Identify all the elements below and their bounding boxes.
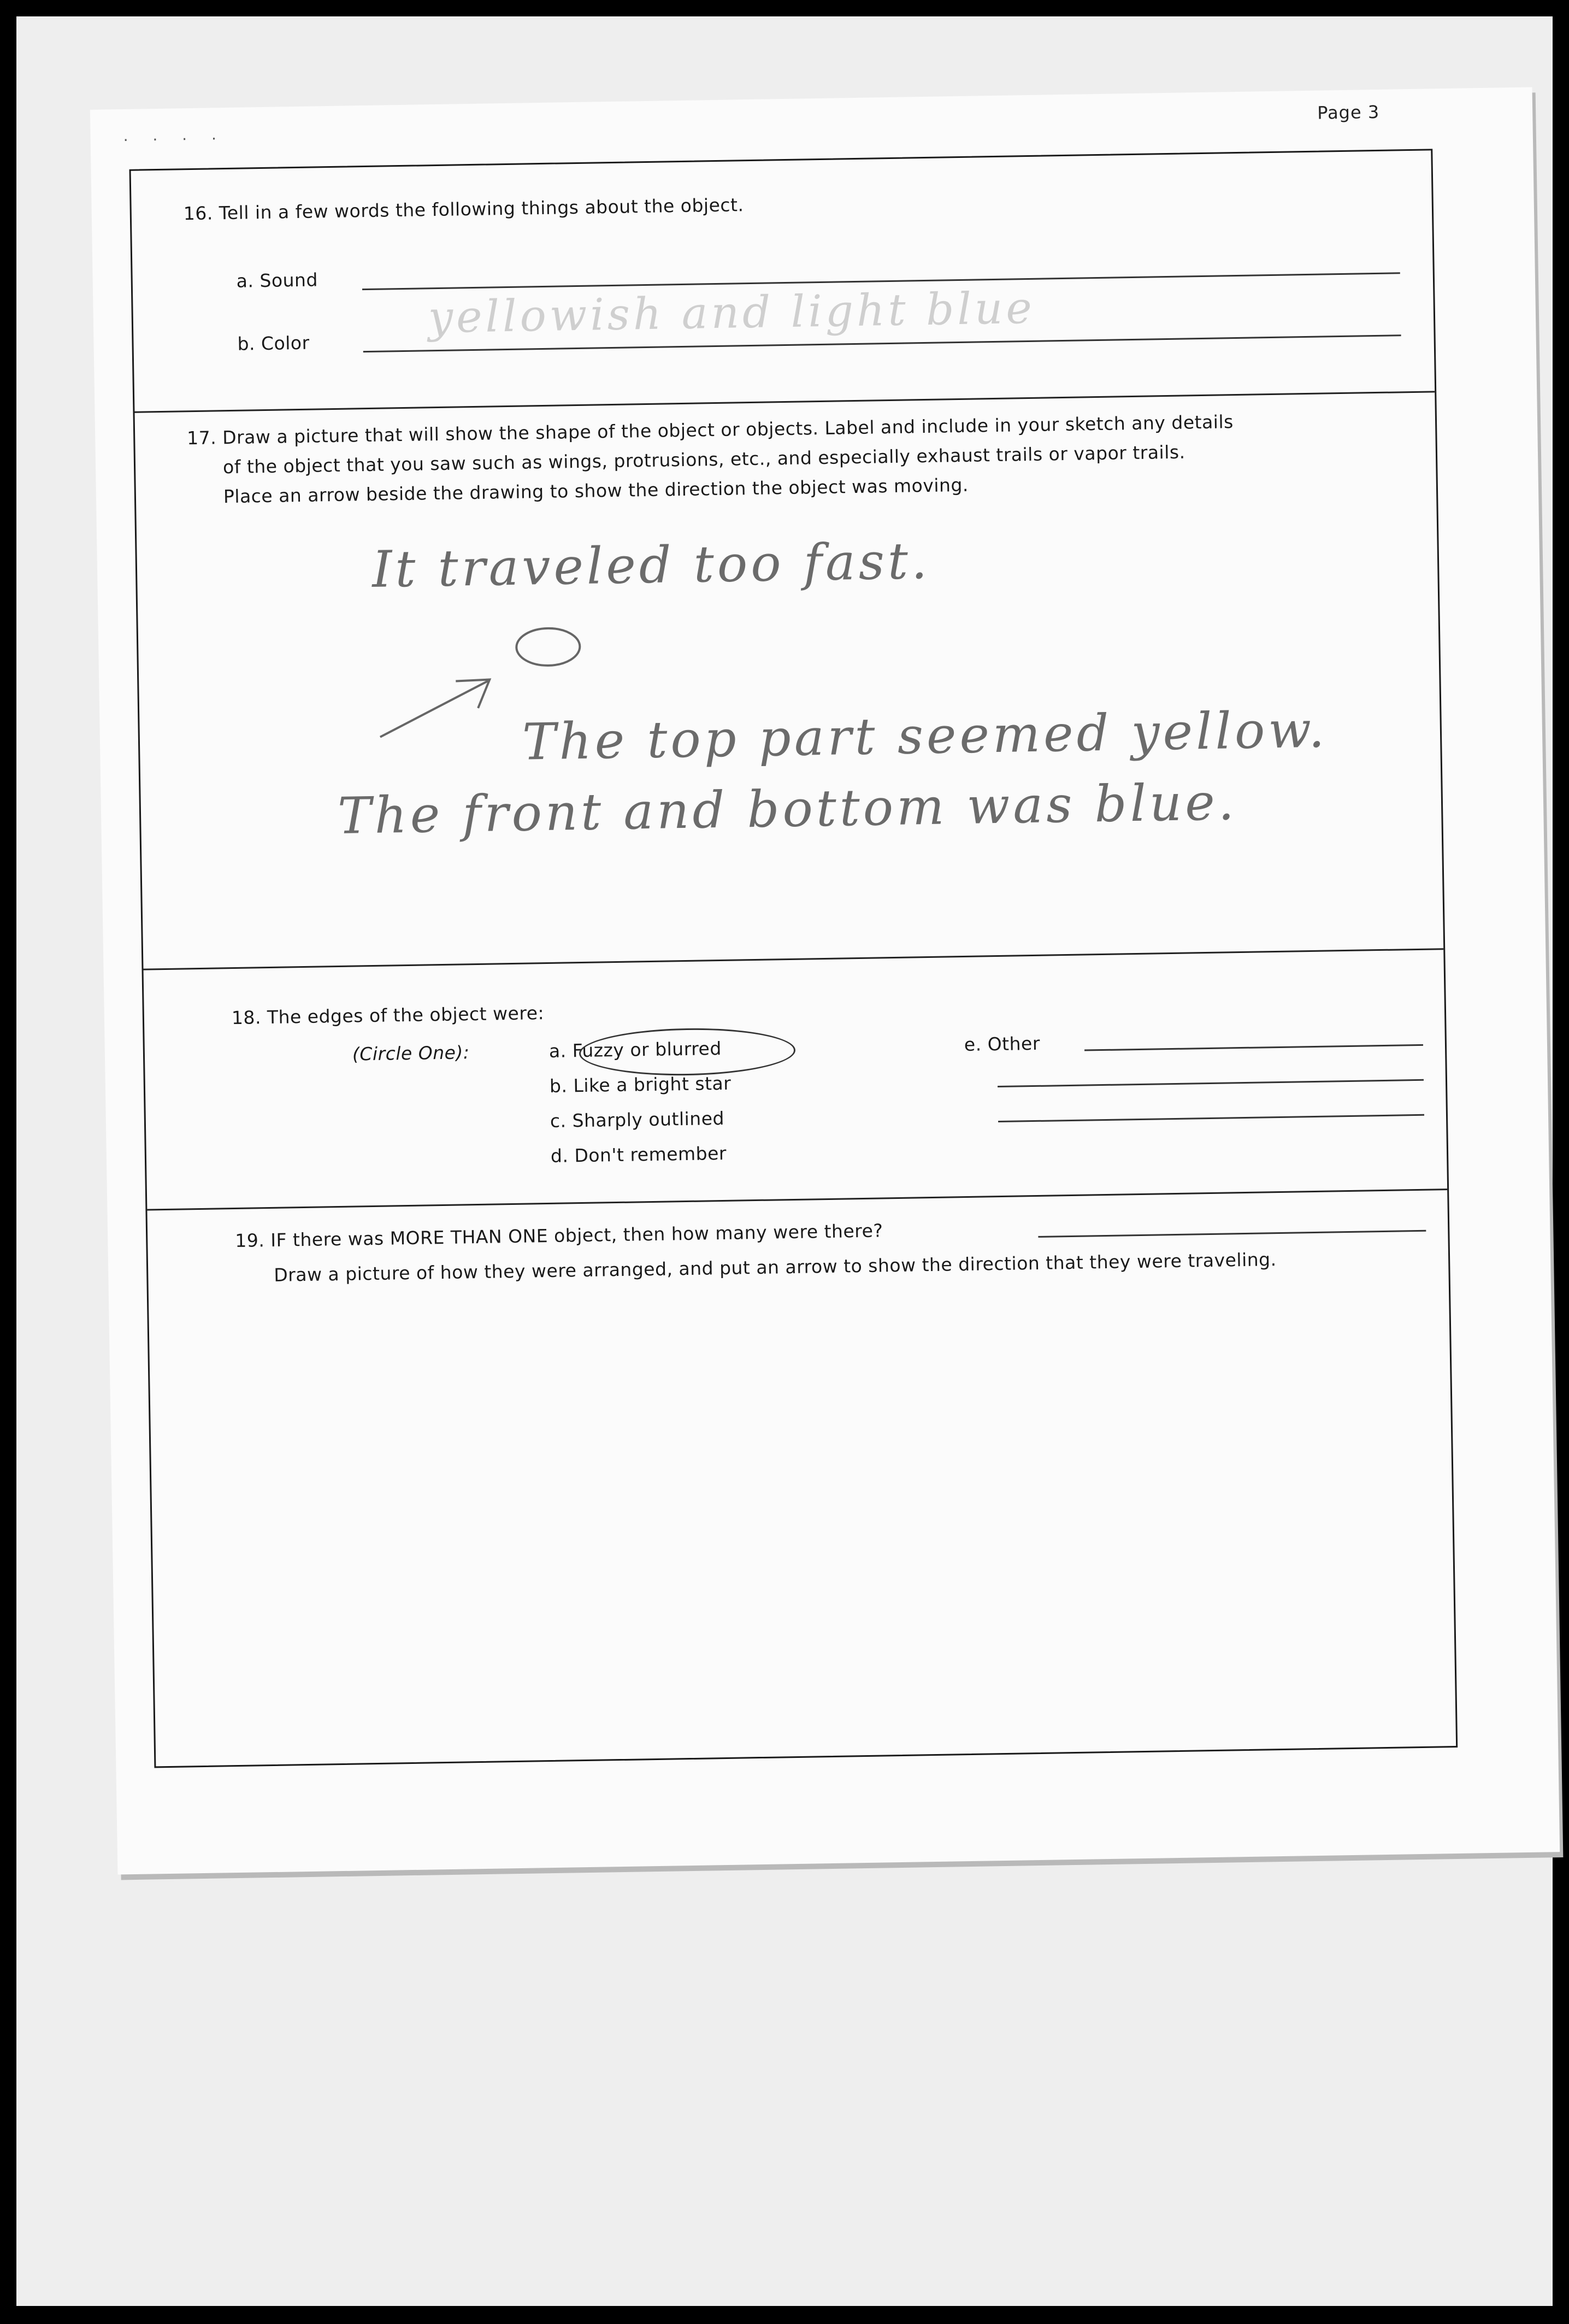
form-frame — [129, 149, 1458, 1768]
sketch-note-bottom: The front and bottom was blue. — [337, 773, 1238, 845]
edge-option-fuzzy[interactable]: a. Fuzzy or blurred — [548, 1037, 722, 1062]
q16-sound-label: a. Sound — [236, 269, 318, 292]
other-answer-line-3[interactable] — [998, 1114, 1424, 1122]
speckle-marks: · · · · — [123, 130, 227, 149]
question-19 — [147, 1189, 1456, 1768]
q16-color-label: b. Color — [237, 332, 310, 355]
color-answer-handwriting: yellowish and light blue — [428, 282, 1036, 343]
circle-one-instruction: (Circle One): — [352, 1042, 470, 1065]
object-shape-sketch — [516, 628, 580, 666]
edge-option-sharp[interactable]: c. Sharply outlined — [550, 1107, 725, 1132]
q17-line-1: 17. Draw a picture that will show the shape of the object or objects. Label and include in your sketch any details — [186, 411, 1234, 449]
q17-line-2: of the object that you saw such as wings, protrusions, etc., and especially exhaust trails or vapor trails. — [222, 441, 1185, 478]
other-answer-line-1[interactable] — [1084, 1044, 1423, 1051]
scan-background — [16, 16, 1553, 2306]
form-page — [90, 87, 1560, 1874]
edge-option-star[interactable]: b. Like a bright star — [549, 1072, 732, 1097]
q17-line-3: Place an arrow beside the drawing to show the direction the object was moving. — [223, 474, 969, 508]
q18-prompt: 18. The edges of the object were: — [231, 1002, 545, 1029]
q19-line-1: 19. IF there was MORE THAN ONE object, then how many were there? — [235, 1220, 883, 1252]
question-16 — [131, 150, 1435, 411]
count-answer-line[interactable] — [1038, 1230, 1426, 1238]
q19-line-2: Draw a picture of how they were arranged, and put an arrow to show the direction that they were traveling. — [274, 1249, 1277, 1286]
sketch-note-speed: It traveled too fast. — [371, 531, 931, 599]
edge-option-dont-remember[interactable]: d. Don't remember — [550, 1142, 727, 1167]
question-18 — [143, 948, 1447, 1210]
question-17 — [134, 391, 1443, 970]
sketch-note-top: The top part seemed yellow. — [522, 700, 1329, 772]
arrow-icon — [379, 680, 491, 737]
q16-prompt: 16. Tell in a few words the following things about the object. — [183, 194, 744, 225]
other-answer-line-2[interactable] — [998, 1079, 1424, 1087]
circled-answer-mark — [579, 1027, 795, 1077]
edge-option-other[interactable]: e. Other — [964, 1032, 1041, 1056]
page-number: Page 3 — [1317, 101, 1380, 123]
